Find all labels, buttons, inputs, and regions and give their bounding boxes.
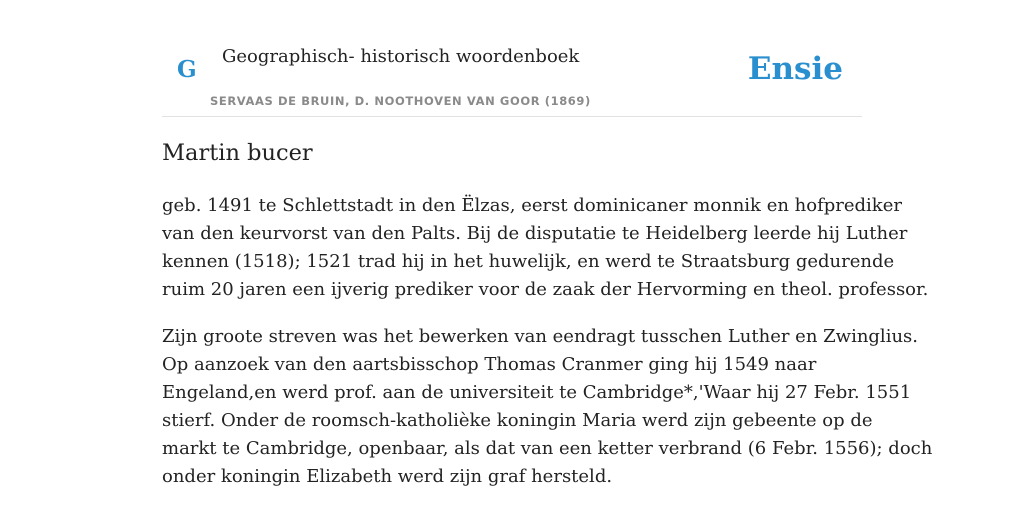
dictionary-header (162, 36, 862, 117)
entry-paragraph (162, 323, 933, 491)
paragraph-line: ruim 20 jaren een ijverig prediker voor de zaak der Hervorming en theol. professor. (162, 279, 929, 300)
paragraph-line: Op aanzoek van den aartsbisschop Thomas Cranmer ging hij 1549 naar (162, 354, 817, 375)
dictionary-logo[interactable]: G (177, 56, 197, 83)
paragraph-line: van den keurvorst van den Palts. Bij de disputatie te Heidelberg leerde hij Luther (162, 223, 908, 244)
paragraph-line: kennen (1518); 1521 trad hij in het huwelijk, en werd te Straatsburg gedurende (162, 251, 895, 272)
paragraph-line: Engeland,en werd prof. aan de universiteit te Cambridge*,'Waar hij 27 Febr. 1551 (162, 382, 912, 403)
entry-paragraph (162, 192, 929, 304)
paragraph-line: Zijn groote streven was het bewerken van eendragt tusschen Luther en Zwinglius. (162, 326, 918, 347)
paragraph-line: onder koningin Elizabeth werd zijn graf hersteld. (162, 466, 613, 487)
dictionary-authors: SERVAAS DE BRUIN, D. NOOTHOVEN VAN GOOR (1869) (210, 94, 591, 108)
paragraph-line: stierf. Onder de roomsch-katholièke koningin Maria werd zijn gebeente op de (162, 410, 873, 431)
paragraph-line: geb. 1491 te Schlettstadt in den Ëlzas, eerst dominicaner monnik en hofprediker (162, 195, 902, 216)
entry-body (162, 192, 933, 510)
dictionary-title[interactable]: Geographisch- historisch woordenboek (222, 46, 580, 67)
ensie-logo[interactable]: Ensie (747, 51, 843, 87)
entry-title: Martin bucer (162, 140, 313, 166)
paragraph-line: markt te Cambridge, openbaar, als dat van een ketter verbrand (6 Febr. 1556); doch (162, 438, 933, 459)
